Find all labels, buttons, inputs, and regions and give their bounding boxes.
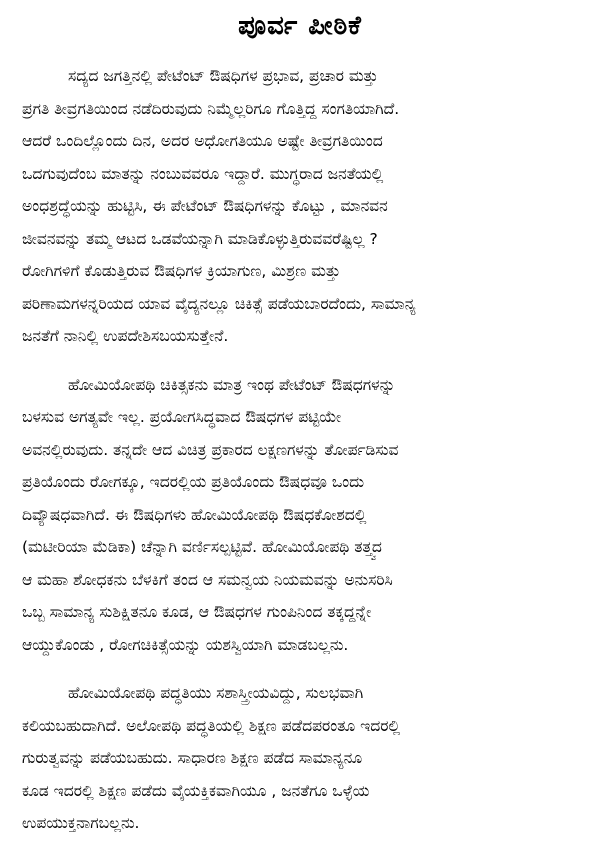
- text-line: ಆದರೆ ಒಂದಿಲ್ಲೊಂದು ದಿನ, ಅದರ ಅಧೋಗತಿಯೂ ಅಷ್ಟೇ ತೀವ್ರಗತಿಯಿಂದ: [22, 132, 383, 150]
- text-line: ದಿವ್ಯೌಷಧವಾಗಿದೆ. ಈ ಔಷಧಿಗಳು ಹೋಮಿಯೋಪಥಿ ಔಷಧಕೋಶದಲ್ಲಿ: [22, 505, 367, 524]
- text-line: ಹೋಮಿಯೋಪಥಿ ಪದ್ಧತಿಯು ಸಶಾಸ್ತ್ರೀಯವಿದ್ದು, ಸುಲಭವಾಗಿ: [68, 684, 364, 702]
- text-line: ಒಬ್ಬ ಸಾಮಾನ್ಯ ಸುಶಿಕ್ಷಿತನೂ ಕೂಡ, ಆ ಔಷಧಗಳ ಗುಂಪಿನಿಂದ ತಕ್ಕದ್ದನ್ನೇ: [22, 603, 372, 621]
- text-line: ಹೋಮಿಯೋಪಥಿ ಚಿಕಿತ್ಸಕನು ಮಾತ್ರ ಇಂಥ ಪೇಟೆಂಟ್ ಔಷಧಗಳನ್ನು: [68, 375, 396, 394]
- text-line: ಆ ಮಹಾ ಶೋಧಕನು ಬೆಳಕಿಗೆ ತಂದ ಆ ಸಮನ್ವಯ ನಿಯಮವನ್ನು ಅನುಸರಿಸಿ: [22, 570, 393, 589]
- text-line: ಆಯ್ದುಕೊಂಡು , ರೋಗಚಿಕಿತ್ಸೆಯನ್ನು ಯಶಸ್ವಿಯಾಗಿ ಮಾಡಬಲ್ಲನು.: [22, 635, 349, 654]
- text-line: ಪ್ರತಿಯೊಂದು ರೋಗಕ್ಕೂ, ಇದರಲ್ಲಿಯ ಪ್ರತಿಯೊಂದು ಔಷಧವೂ ಒಂದು: [22, 473, 365, 491]
- text-line: ಅವನಲ್ಲಿರುವುದು. ತನ್ನದೇ ಆದ ವಿಚಿತ್ರ ಪ್ರಕಾರದ ಲಕ್ಷಣಗಳನ್ನು ತೋರ್ಪಡಿಸುವ: [22, 440, 399, 459]
- text-line: ಗುರುತ್ವವನ್ನು ಪಡೆಯಬಹುದು. ಸಾಧಾರಣ ಶಿಕ್ಷಣ ಪಡೆದ ಸಾಮಾನ್ಯನೂ: [22, 749, 363, 767]
- text-line: ಸದ್ಯದ ಜಗತ್ತಿನಲ್ಲಿ ಪೇಟೆಂಟ್ ಔಷಧಿಗಳ ಪ್ರಭಾವ, ಪ್ರಚಾರ ಮತ್ತು: [68, 67, 379, 85]
- text-line: ಬಳಸುವ ಅಗತ್ಯವೇ ಇಲ್ಲ. ಪ್ರಯೋಗಸಿದ್ಧವಾದ ಔಷಧಗಳ ಪಟ್ಟಿಯೇ: [22, 408, 342, 426]
- paragraph-2: [22, 369, 578, 662]
- page-title: ಪೂರ್ವ ಪೀಠಿಕೆ: [238, 11, 362, 41]
- text-line: ಕಲಿಯಬಹುದಾಗಿದೆ. ಅಲೋಪಥಿ ಪದ್ಧತಿಯಲ್ಲಿ ಶಿಕ್ಷಣ ಪಡೆದಪರಂತೂ ಇದರಲ್ಲಿ: [22, 716, 401, 735]
- text-line: (ಮಟೀರಿಯಾ ಮೆಡಿಕಾ) ಚೆನ್ನಾಗಿ ವರ್ಣಿಸಲ್ಪಟ್ಟಿವೆ. ಹೋಮಿಯೋಪಥಿ ತತ್ತ್ವದ: [22, 538, 382, 556]
- text-line: ಜೀವನವನ್ನು ತಮ್ಮ ಆಟದ ಒಡವೆಯನ್ನಾಗಿ ಮಾಡಿಕೊಳ್ಳುತ್ತಿರುವವರೆಷ್ಟಿಲ್ಲ ?: [22, 229, 378, 248]
- text-line: ಉಪಯುಕ್ತನಾಗಬಲ್ಲನು.: [22, 814, 140, 832]
- text-line: ಪರಿಣಾಮಗಳನ್ನರಿಯದ ಯಾವ ವೈದ್ಯನಲ್ಲೂ ಚಿಕಿತ್ಸೆ ಪಡೆಯಬಾರದೆಂದು, ಸಾಮಾನ್ಯ: [22, 294, 416, 313]
- text-line: ಜನತೆಗೆ ನಾನಿಲ್ಲಿ ಉಪದೇಶಿಸಬಯಸುತ್ತೇನೆ.: [22, 327, 229, 345]
- text-line: ಅಂಧಶ್ರದ್ಧೆಯನ್ನು ಹುಟ್ಟಿಸಿ, ಈ ಪೇಟೆಂಟ್ ಔಷಧಿಗಳನ್ನು ಕೊಟ್ಟು , ಮಾನವನ: [22, 197, 388, 215]
- paragraph-1: [22, 60, 578, 353]
- text-line: ಕೂಡ ಇದರಲ್ಲಿ ಶಿಕ್ಷಣ ಪಡೆದು ವೈಯಕ್ತಿಕವಾಗಿಯೂ , ಜನತೆಗೂ ಒಳ್ಳೆಯ: [22, 781, 370, 800]
- paragraph-3: [22, 677, 578, 840]
- text-line: ರೋಗಿಗಳಿಗೆ ಕೊಡುತ್ತಿರುವ ಔಷಧಿಗಳ ಕ್ರಿಯಾಗುಣ, ಮಿಶ್ರಣ ಮತ್ತು: [22, 262, 341, 280]
- text-line: ಒದಗುವುದೆಂಬ ಮಾತನ್ನು ನಂಬುವವರೂ ಇದ್ದಾರೆ. ಮುಗ್ಧರಾದ ಜನತೆಯಲ್ಲಿ: [22, 164, 384, 183]
- text-line: ಪ್ರಗತಿ ತೀವ್ರಗತಿಯಿಂದ ನಡೆದಿರುವುದು ನಿಮ್ಮೆಲ್ಲರಿಗೂ ಗೊತ್ತಿದ್ದ ಸಂಗತಿಯಾಗಿದೆ.: [22, 99, 400, 118]
